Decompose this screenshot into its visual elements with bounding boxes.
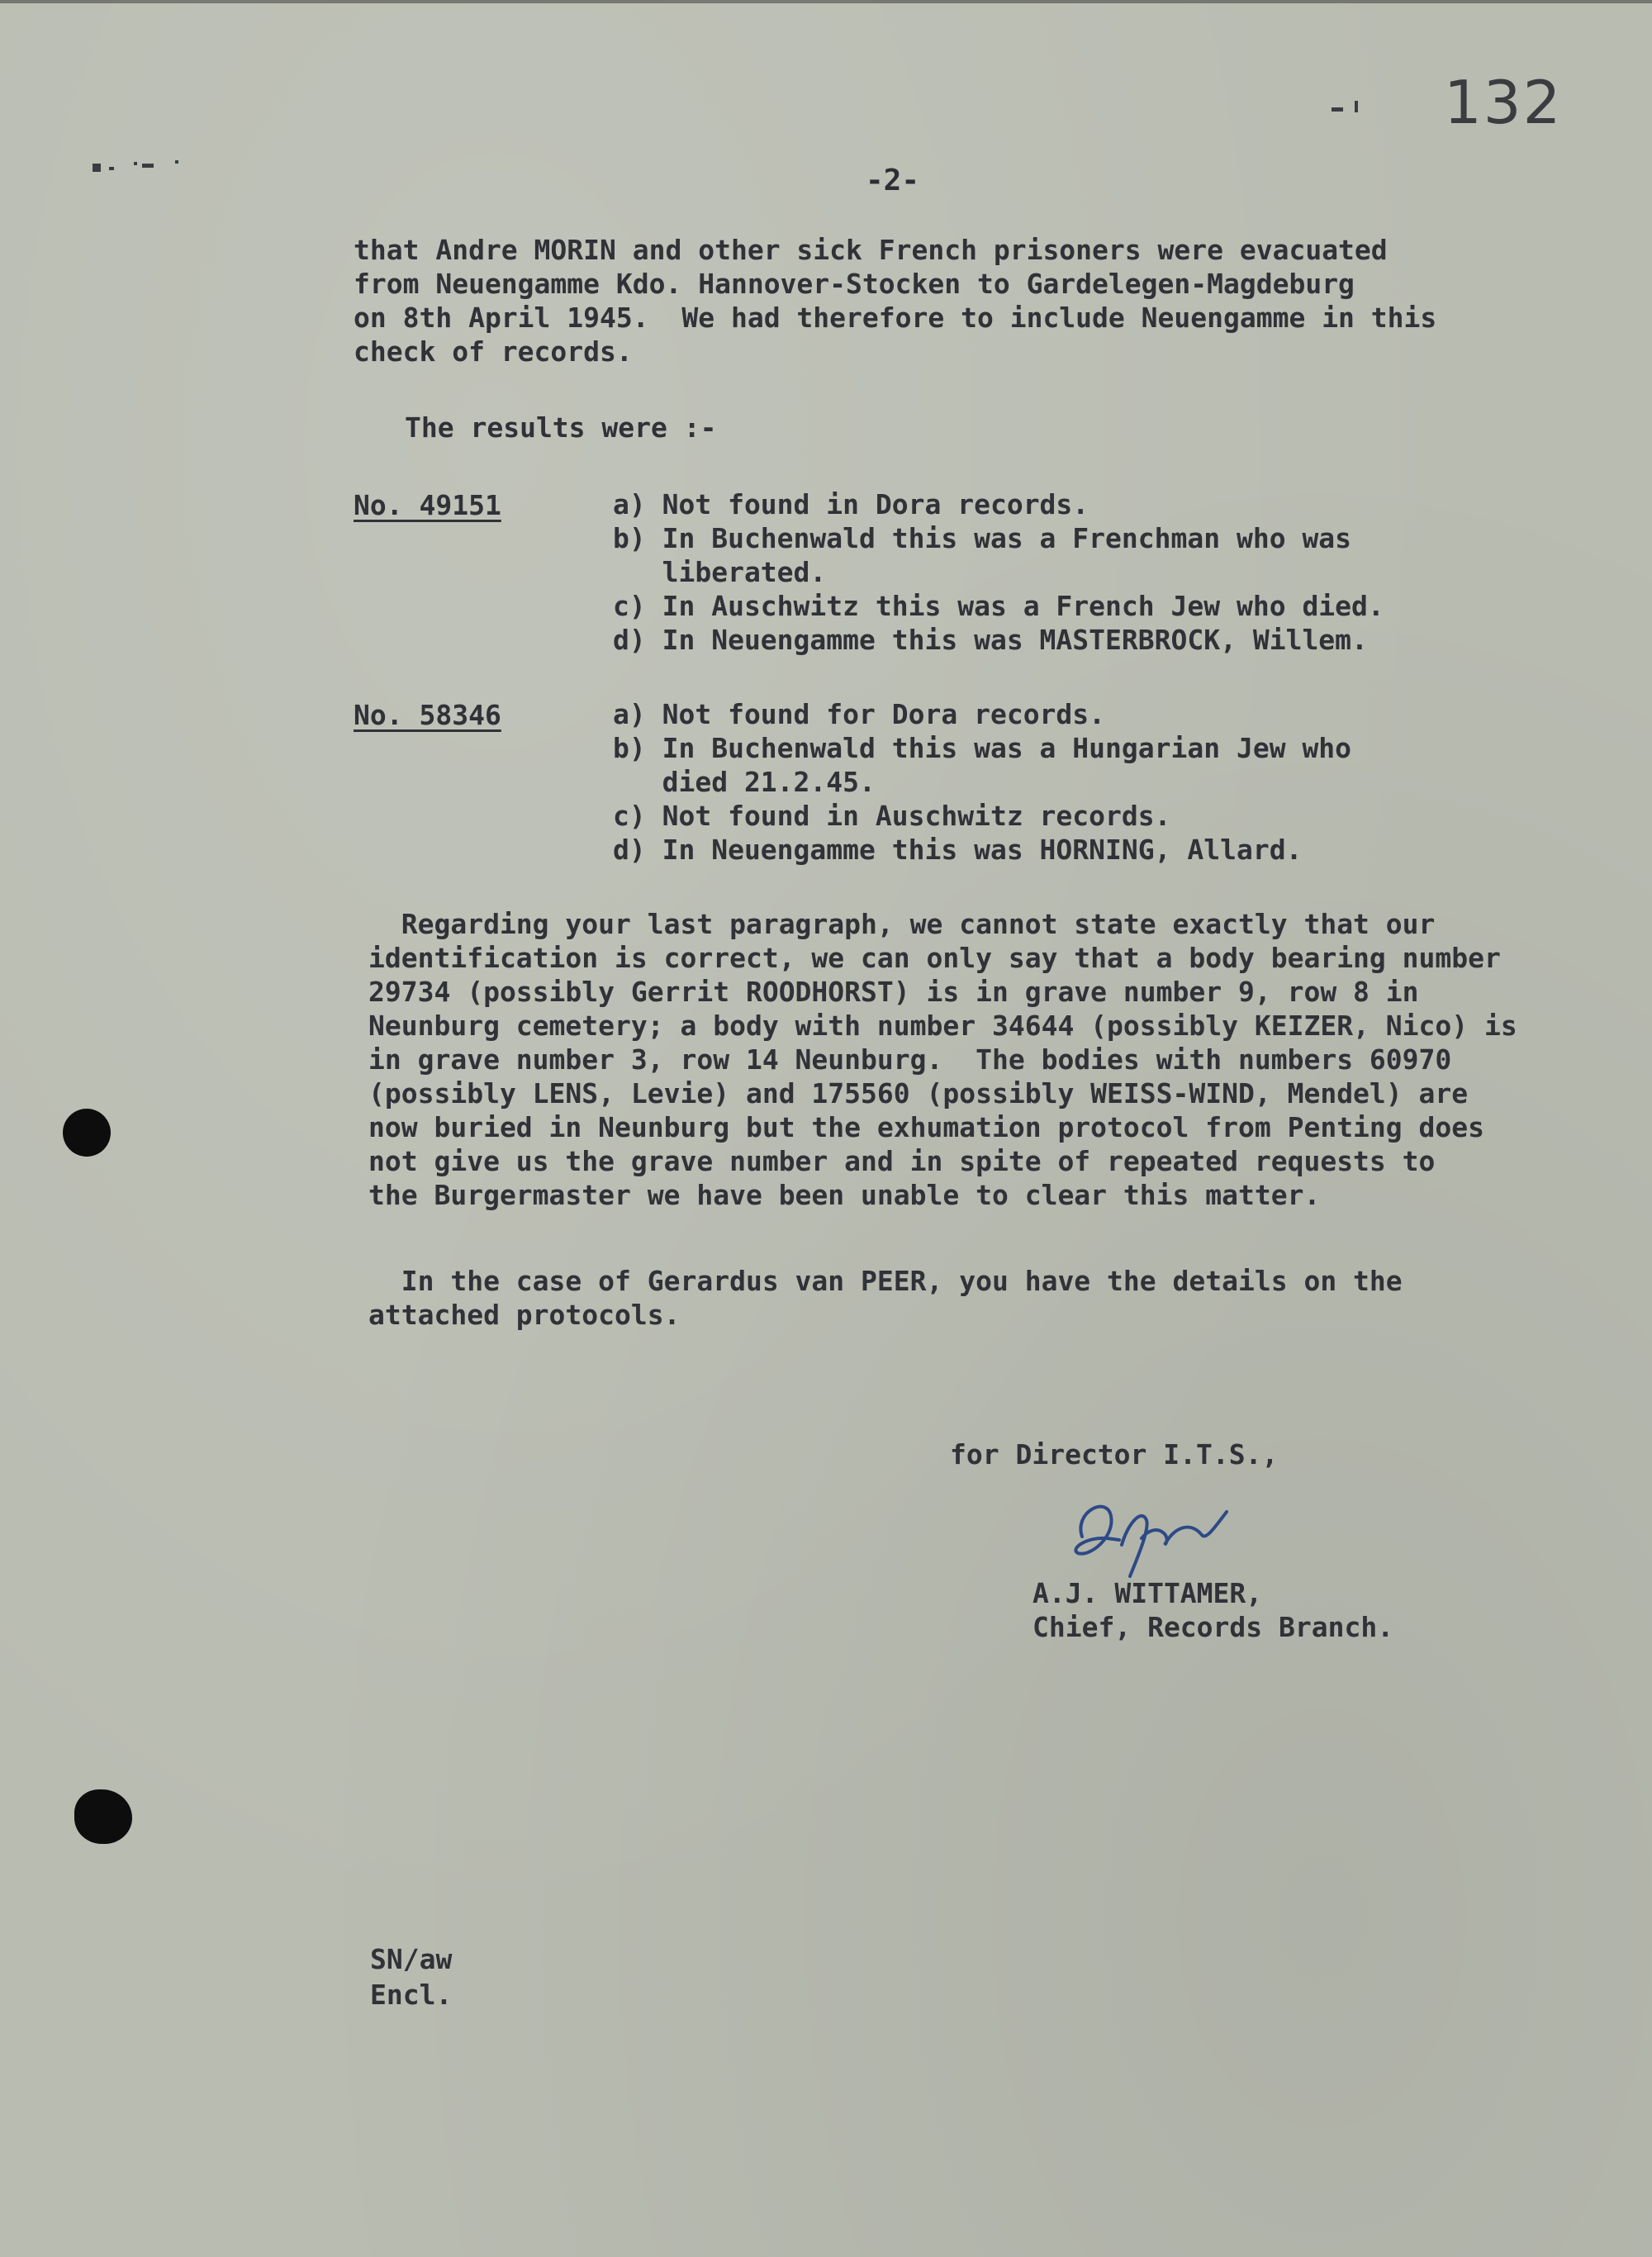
page-number: -2- — [866, 164, 920, 197]
closing-line: for Director I.T.S., — [950, 1438, 1279, 1471]
case-findings-1: a) Not found in Dora records. b) In Buchenwald this was a Frenchman who was liberated. c) In Auschwitz this was a French Jew who died. d) In Neuengamme this was MASTERBROCK, Willem. — [613, 488, 1384, 656]
punch-hole-icon — [74, 1789, 132, 1844]
body-paragraph-3: In the case of Gerardus van PEER, you have the details on the attached protocols. — [368, 1265, 1403, 1331]
punch-hole-icon — [63, 1109, 111, 1157]
archive-stamp-number: 132 — [1444, 68, 1563, 137]
case-number-2: No. 58346 — [354, 699, 501, 731]
corner-marks-icon — [93, 157, 233, 177]
page-top-edge — [0, 0, 1652, 3]
signatory-title: Chief, Records Branch. — [1032, 1611, 1394, 1643]
case-findings-2: a) Not found for Dora records. b) In Buchenwald this was a Hungarian Jew who died 21.2.45. c) Not found in Auschwitz records. d) In Neuengamme this was HORNING, Allard. — [613, 698, 1352, 866]
case-number-1: No. 49151 — [354, 489, 501, 521]
body-paragraph-1: that Andre MORIN and other sick French prisoners were evacuated from Neuengamme Kdo. Hannover-Stocken to Gardelegen-Magdeburg on 8th April 1945. We had therefore to include Neuengamme in this check of records. — [354, 234, 1437, 368]
signatory-name: A.J. WITTAMER, — [1032, 1577, 1263, 1609]
signatory-block — [1032, 1576, 1393, 1644]
stamp-marks-icon — [1330, 99, 1371, 116]
results-intro: The results were :- — [405, 411, 717, 444]
body-paragraph-2: Regarding your last paragraph, we cannot state exactly that our identification is correct, we can only say that a body bearing number 29734 (possibly Gerrit ROODHORST) is in grave number 9, row 8 in Neunburg cemetery; a body with number 34644 (possibly KEIZER, Nico) is in grave number 3, row 14 Neunburg. The bodies with numbers 60970 (possibly LENS, Levie) and 175560 (possibly WEISS-WIND, Mendel) are now buried in Neunburg but the exhumation protocol from Penting does not give us the grave number and in spite of repeated requests to the Burgermaster we have been unable to clear this matter. — [368, 908, 1517, 1211]
handwritten-signature-icon — [1049, 1479, 1264, 1586]
reference-initials: SN/aw — [370, 1943, 453, 1975]
enclosure-note: Encl. — [370, 1979, 453, 2011]
reference-block — [370, 1941, 452, 2012]
